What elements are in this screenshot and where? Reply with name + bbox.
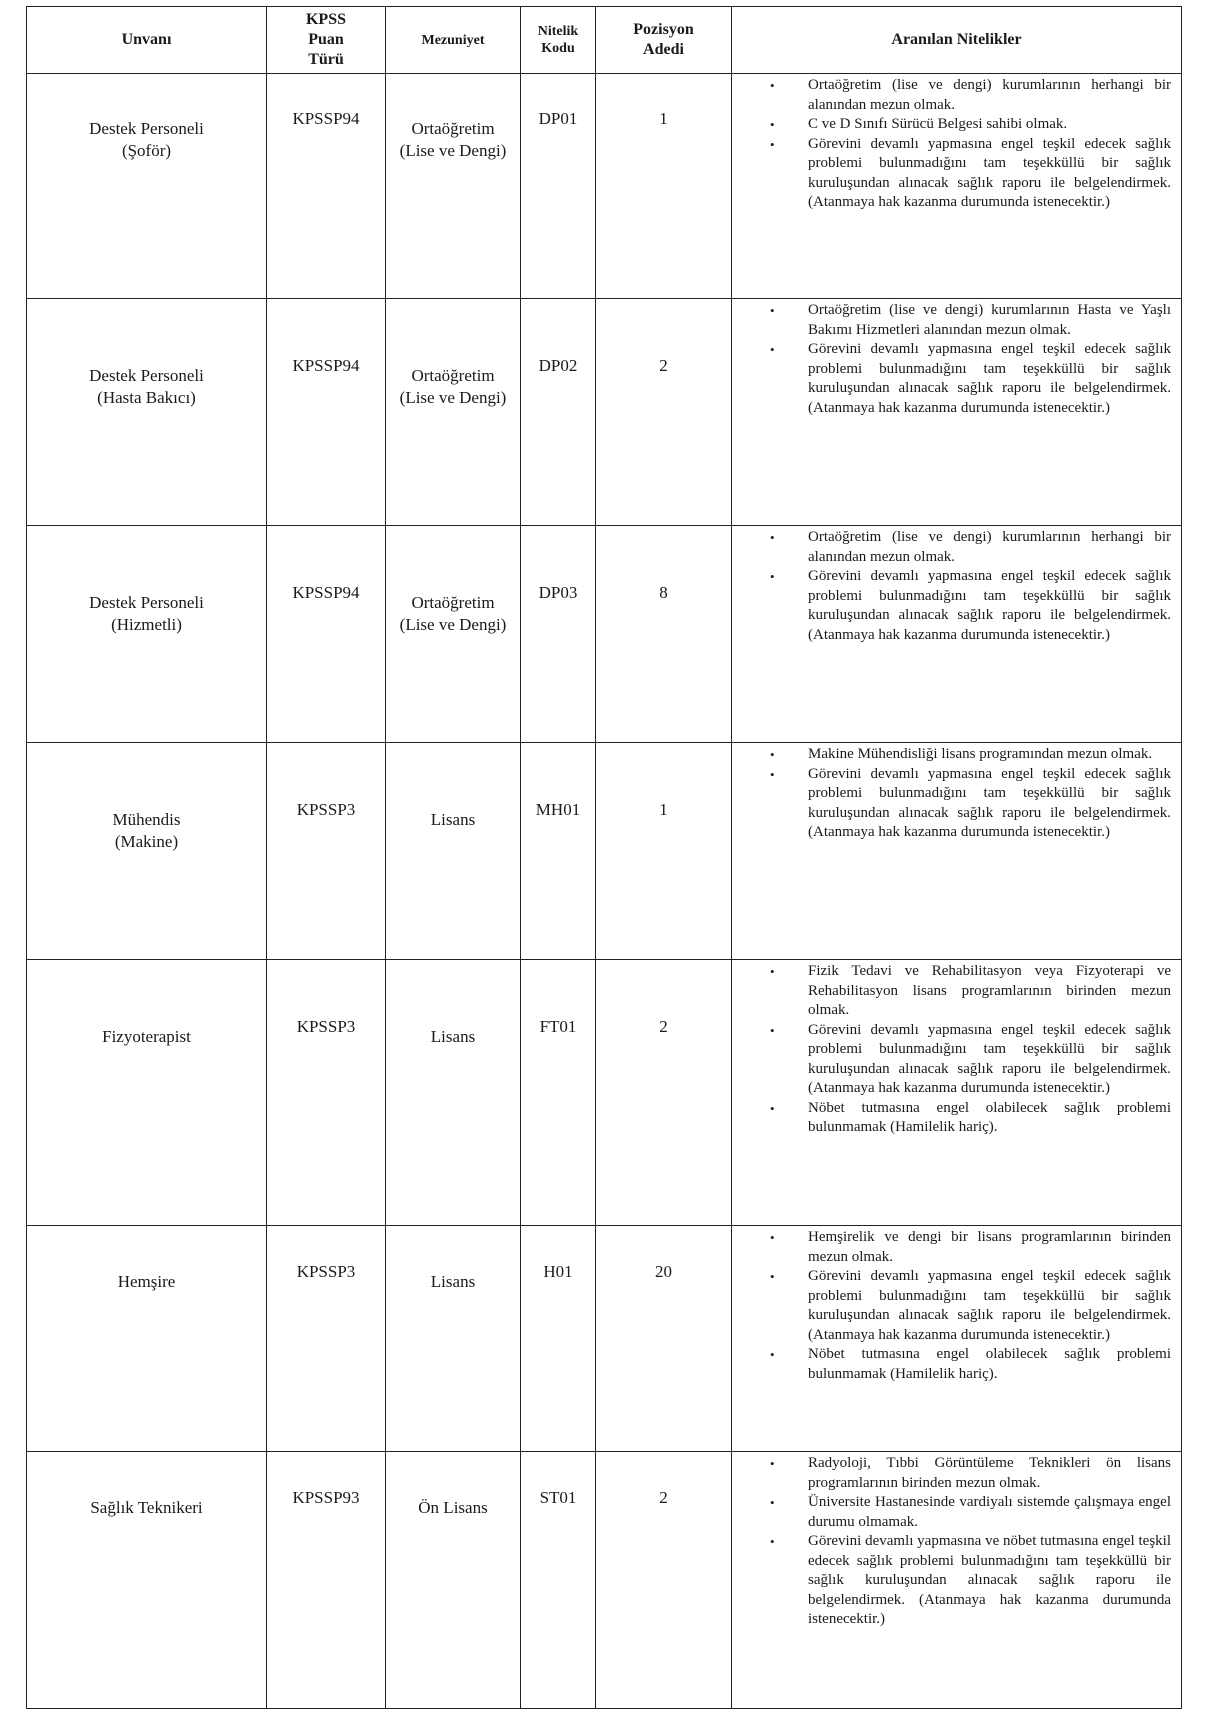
requirement-item: • Görevini devamlı yapmasına engel teşkil edecek sağlık problemi bulunmadığını tam teşekküllü bir sağlık kuruluşundan alınacak sağlık raporu ile belgelendirmek. (Atanmaya hak kazanma durumunda istenecektir.) xyxy=(732,1267,1171,1345)
table-row xyxy=(27,74,1182,299)
mezuniyet-cell xyxy=(386,1452,521,1709)
aranilan-nitelikler-cell xyxy=(732,743,1182,960)
requirement-item: • Görevini devamlı yapmasına engel teşkil edecek sağlık problemi bulunmadığını tam teşekküllü bir sağlık kuruluşundan alınacak sağlık raporu ile belgelendirmek. (Atanmaya hak kazanma durumunda istenecektir.) xyxy=(732,340,1171,418)
requirements-list xyxy=(732,528,1181,645)
kpss-cell xyxy=(267,526,386,743)
unvan-subline: (Şoför) xyxy=(121,141,172,160)
kpss-value: KPSSP94 xyxy=(292,583,360,602)
unvan-cell xyxy=(27,1452,267,1709)
mezuniyet-subvalue: (Lise ve Dengi) xyxy=(399,141,507,160)
aranilan-nitelikler-cell xyxy=(732,1226,1182,1452)
kpss-value: KPSSP3 xyxy=(296,1017,356,1036)
nitelik-kodu-value: FT01 xyxy=(539,1017,577,1036)
requirements-list xyxy=(732,76,1181,213)
header-mezuniyet: Mezuniyet xyxy=(386,7,521,74)
unvan-cell xyxy=(27,526,267,743)
pozisyon-adedi-cell xyxy=(596,299,732,526)
mezuniyet-value: Lisans xyxy=(430,1272,476,1291)
unvan-subline: (Hasta Bakıcı) xyxy=(97,388,196,407)
nitelik-kodu-cell xyxy=(521,526,596,743)
pozisyon-adedi-value: 1 xyxy=(659,109,668,128)
mezuniyet-cell xyxy=(386,1226,521,1452)
nitelik-kodu-cell xyxy=(521,1226,596,1452)
nitelik-kodu-cell xyxy=(521,960,596,1226)
requirement-item: • Nöbet tutmasına engel olabilecek sağlık problemi bulunmamak (Hamilelik hariç). xyxy=(732,1099,1171,1138)
requirement-item: • C ve D Sınıfı Sürücü Belgesi sahibi olmak. xyxy=(732,115,1171,135)
mezuniyet-value: Ortaöğretim xyxy=(411,366,495,385)
header-kpss: KPSS Puan Türü xyxy=(267,7,386,74)
mezuniyet-value: Lisans xyxy=(430,1027,476,1046)
header-row xyxy=(27,7,1182,74)
requirements-list xyxy=(732,962,1181,1138)
aranilan-nitelikler-cell xyxy=(732,526,1182,743)
mezuniyet-subvalue: (Lise ve Dengi) xyxy=(399,388,507,407)
unvan-line: Destek Personeli xyxy=(89,366,204,385)
nitelik-kodu-cell xyxy=(521,74,596,299)
nitelik-kodu-value: DP03 xyxy=(538,583,578,602)
aranilan-nitelikler-cell xyxy=(732,960,1182,1226)
mezuniyet-cell xyxy=(386,743,521,960)
requirement-item: • Ortaöğretim (lise ve dengi) kurumlarının Hasta ve Yaşlı Bakımı Hizmetleri alanından mezun olmak. xyxy=(732,301,1171,340)
requirements-list xyxy=(732,1454,1181,1630)
pozisyon-adedi-value: 2 xyxy=(659,1488,668,1507)
table-row xyxy=(27,526,1182,743)
nitelik-kodu-value: DP02 xyxy=(538,356,578,375)
kpss-cell xyxy=(267,960,386,1226)
pozisyon-adedi-value: 1 xyxy=(659,800,668,819)
kpss-cell xyxy=(267,299,386,526)
requirement-item: • Radyoloji, Tıbbi Görüntüleme Teknikleri ön lisans programlarının birinden mezun olmak. xyxy=(732,1454,1171,1493)
unvan-cell xyxy=(27,74,267,299)
aranilan-nitelikler-cell xyxy=(732,1452,1182,1709)
requirement-item: • Fizik Tedavi ve Rehabilitasyon veya Fizyoterapi ve Rehabilitasyon lisans programlarının birinden mezun olmak. xyxy=(732,962,1171,1021)
requirement-item: • Üniversite Hastanesinde vardiyalı sistemde çalışmaya engel durumu olmamak. xyxy=(732,1493,1171,1532)
requirement-item: • Görevini devamlı yapmasına ve nöbet tutmasına engel teşkil edecek sağlık problemi bulunmadığını tam teşekküllü bir sağlık kuruluşundan alınacak sağlık raporu ile belgelendirmek. (Atanmaya hak kazanma durumunda istenecektir.) xyxy=(732,1532,1171,1630)
unvan-line: Destek Personeli xyxy=(89,119,204,138)
mezuniyet-cell xyxy=(386,299,521,526)
requirements-list xyxy=(732,301,1181,418)
kpss-value: KPSSP94 xyxy=(292,109,360,128)
nitelik-kodu-cell xyxy=(521,1452,596,1709)
requirement-item: • Hemşirelik ve dengi bir lisans programlarının birinden mezun olmak. xyxy=(732,1228,1171,1267)
mezuniyet-value: Ortaöğretim xyxy=(411,593,495,612)
requirements-list xyxy=(732,745,1181,843)
kpss-value: KPSSP3 xyxy=(296,1262,356,1281)
positions-table xyxy=(26,6,1182,1709)
pozisyon-adedi-cell xyxy=(596,743,732,960)
table-row xyxy=(27,960,1182,1226)
pozisyon-adedi-value: 2 xyxy=(659,356,668,375)
kpss-cell xyxy=(267,1452,386,1709)
header-nitelik-kodu: Nitelik Kodu xyxy=(521,7,596,74)
kpss-cell xyxy=(267,743,386,960)
requirement-item: • Ortaöğretim (lise ve dengi) kurumlarının herhangi bir alanından mezun olmak. xyxy=(732,528,1171,567)
pozisyon-adedi-cell xyxy=(596,1452,732,1709)
requirement-item: • Görevini devamlı yapmasına engel teşkil edecek sağlık problemi bulunmadığını tam teşekküllü bir sağlık kuruluşundan alınacak sağlık raporu ile belgelendirmek. (Atanmaya hak kazanma durumunda istenecektir.) xyxy=(732,765,1171,843)
kpss-value: KPSSP93 xyxy=(292,1488,360,1507)
pozisyon-adedi-value: 2 xyxy=(659,1017,668,1036)
mezuniyet-cell xyxy=(386,526,521,743)
unvan-cell xyxy=(27,1226,267,1452)
pozisyon-adedi-cell xyxy=(596,1226,732,1452)
kpss-cell xyxy=(267,74,386,299)
table-row xyxy=(27,1226,1182,1452)
nitelik-kodu-value: ST01 xyxy=(539,1488,577,1507)
unvan-subline: (Makine) xyxy=(114,832,179,851)
unvan-line: Mühendis xyxy=(112,810,181,829)
unvan-subline: (Hizmetli) xyxy=(111,615,182,634)
unvan-cell xyxy=(27,299,267,526)
aranilan-nitelikler-cell xyxy=(732,299,1182,526)
mezuniyet-value: Ön Lisans xyxy=(418,1498,488,1517)
mezuniyet-cell xyxy=(386,960,521,1226)
header-aranilan-nitelikler: Aranılan Nitelikler xyxy=(732,7,1182,74)
mezuniyet-cell xyxy=(386,74,521,299)
requirement-item: • Makine Mühendisliği lisans programından mezun olmak. xyxy=(732,745,1171,765)
requirement-item: • Görevini devamlı yapmasına engel teşkil edecek sağlık problemi bulunmadığını tam teşekküllü bir sağlık kuruluşundan alınacak sağlık raporu ile belgelendirmek. (Atanmaya hak kazanma durumunda istenecektir.) xyxy=(732,567,1171,645)
header-unvan: Unvanı xyxy=(27,7,267,74)
aranilan-nitelikler-cell xyxy=(732,74,1182,299)
requirement-item: • Nöbet tutmasına engel olabilecek sağlık problemi bulunmamak (Hamilelik hariç). xyxy=(732,1345,1171,1384)
unvan-line: Destek Personeli xyxy=(89,593,204,612)
unvan-line: Fizyoterapist xyxy=(102,1027,191,1046)
mezuniyet-subvalue: (Lise ve Dengi) xyxy=(399,615,507,634)
pozisyon-adedi-value: 8 xyxy=(659,583,668,602)
header-pozisyon-adedi: Pozisyon Adedi xyxy=(596,7,732,74)
nitelik-kodu-cell xyxy=(521,299,596,526)
kpss-cell xyxy=(267,1226,386,1452)
nitelik-kodu-value: DP01 xyxy=(538,109,578,128)
mezuniyet-value: Ortaöğretim xyxy=(411,119,495,138)
requirements-list xyxy=(732,1228,1181,1384)
requirement-item: • Ortaöğretim (lise ve dengi) kurumlarının herhangi bir alanından mezun olmak. xyxy=(732,76,1171,115)
kpss-value: KPSSP94 xyxy=(292,356,360,375)
nitelik-kodu-value: MH01 xyxy=(535,800,581,819)
unvan-cell xyxy=(27,743,267,960)
kpss-value: KPSSP3 xyxy=(296,800,356,819)
table-row xyxy=(27,299,1182,526)
table-row xyxy=(27,743,1182,960)
requirement-item: • Görevini devamlı yapmasına engel teşkil edecek sağlık problemi bulunmadığını tam teşekküllü bir sağlık kuruluşundan alınacak sağlık raporu ile belgelendirmek. (Atanmaya hak kazanma durumunda istenecektir.) xyxy=(732,135,1171,213)
pozisyon-adedi-cell xyxy=(596,960,732,1226)
requirement-item: • Görevini devamlı yapmasına engel teşkil edecek sağlık problemi bulunmadığını tam teşekküllü bir sağlık kuruluşundan alınacak sağlık raporu ile belgelendirmek. (Atanmaya hak kazanma durumunda istenecektir.) xyxy=(732,1021,1171,1099)
unvan-line: Sağlık Teknikeri xyxy=(90,1498,203,1517)
unvan-cell xyxy=(27,960,267,1226)
unvan-line: Hemşire xyxy=(117,1272,176,1291)
table-row xyxy=(27,1452,1182,1709)
pozisyon-adedi-cell xyxy=(596,74,732,299)
nitelik-kodu-value: H01 xyxy=(543,1262,573,1281)
pozisyon-adedi-value: 20 xyxy=(655,1262,672,1281)
nitelik-kodu-cell xyxy=(521,743,596,960)
mezuniyet-value: Lisans xyxy=(430,810,476,829)
pozisyon-adedi-cell xyxy=(596,526,732,743)
